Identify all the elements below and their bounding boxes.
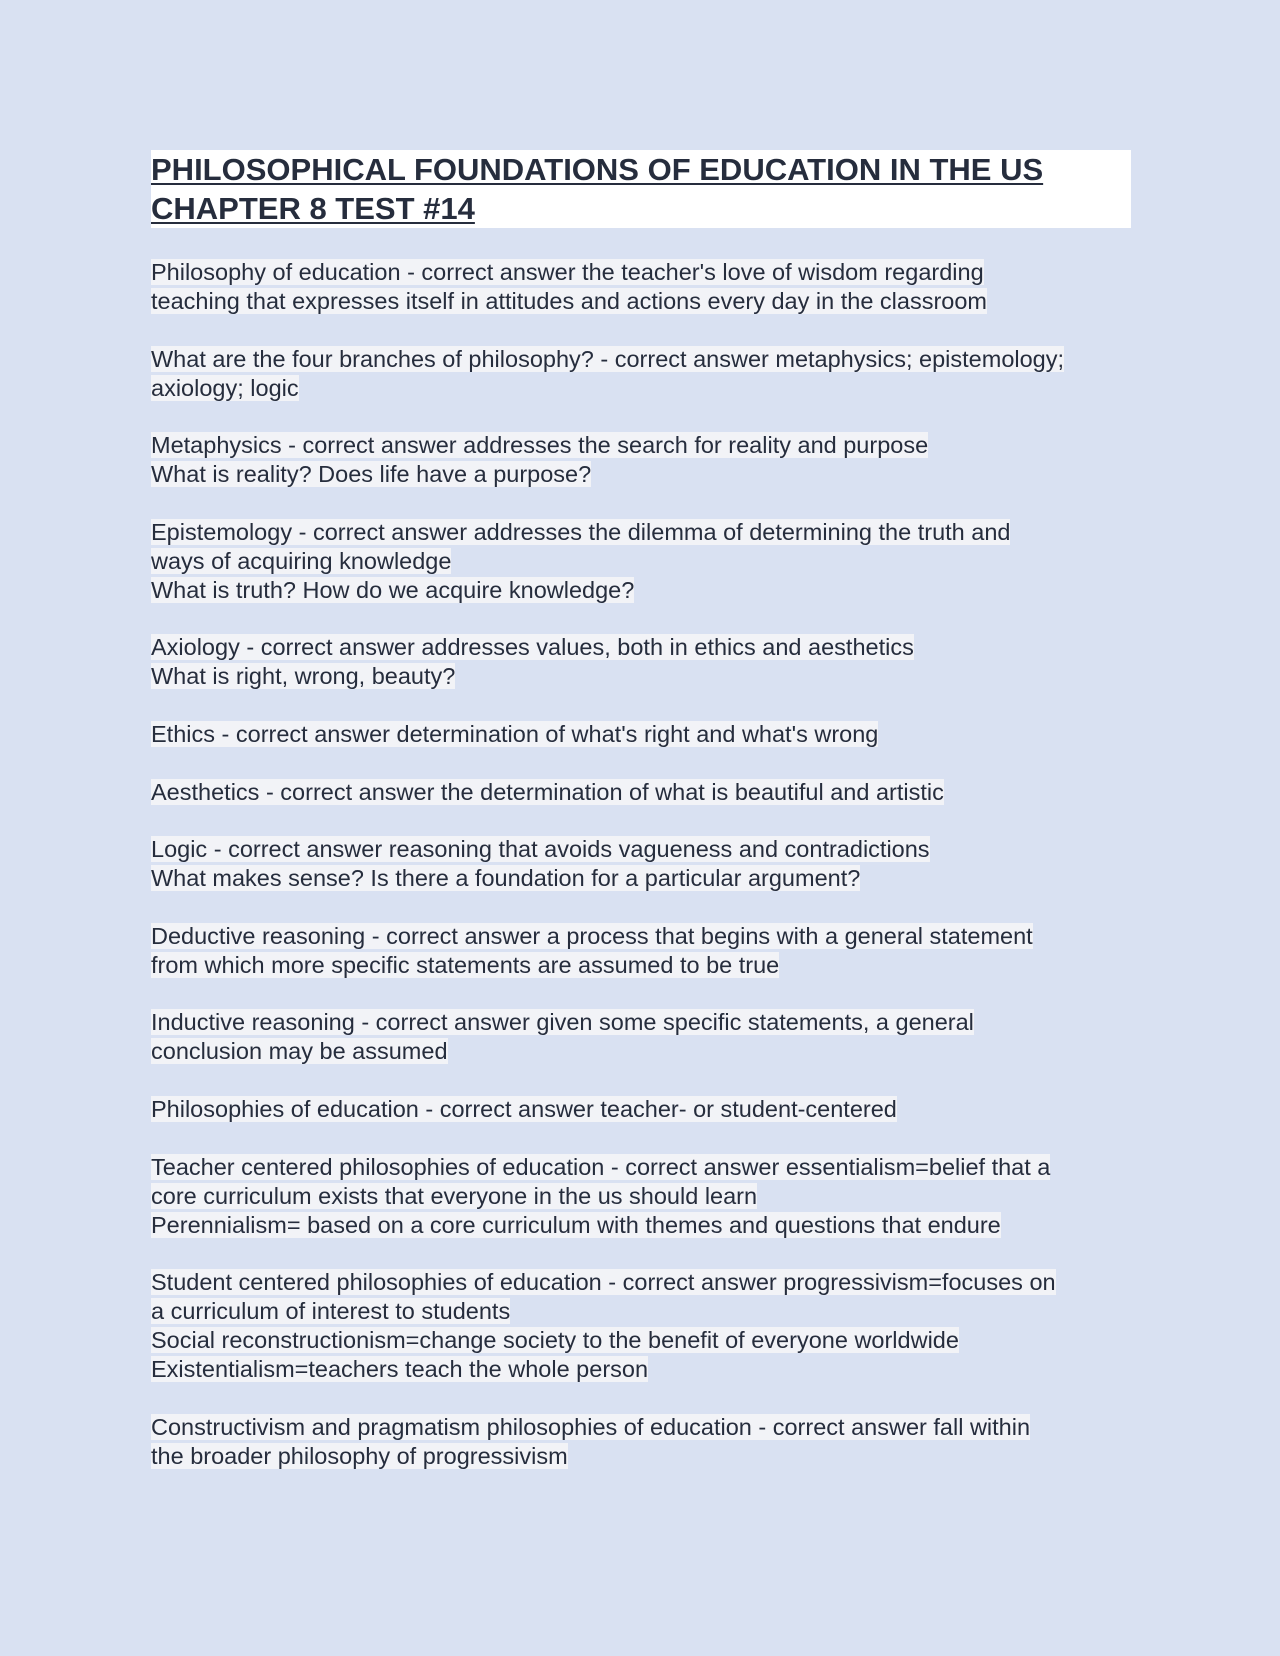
entry-student-centered xyxy=(151,1268,1131,1384)
entry-line: What are the four branches of philosophy? - correct answer metaphysics; epistemology; xyxy=(151,345,1065,372)
entry-line: Existentialism=teachers teach the whole person xyxy=(151,1356,649,1383)
entry-logic xyxy=(151,835,1131,893)
entry-line: Inductive reasoning - correct answer given some specific statements, a general xyxy=(151,1009,974,1036)
entry-line: ways of acquiring knowledge xyxy=(151,547,452,574)
entry-teacher-centered xyxy=(151,1153,1131,1240)
entry-line: Axiology - correct answer addresses values, both in ethics and aesthetics xyxy=(151,634,914,661)
entry-four-branches xyxy=(151,345,1131,403)
entry-philosophies-of-education xyxy=(151,1095,1131,1124)
entry-constructivism-pragmatism xyxy=(151,1413,1131,1471)
entry-metaphysics xyxy=(151,431,1131,489)
entry-line: What makes sense? Is there a foundation for a particular argument? xyxy=(151,865,861,892)
entry-line: Logic - correct answer reasoning that avoids vagueness and contradictions xyxy=(151,836,930,863)
entry-epistemology xyxy=(151,518,1131,605)
entry-line: What is truth? How do we acquire knowledge? xyxy=(151,576,635,603)
entry-line: Student centered philosophies of education - correct answer progressivism=focuses on xyxy=(151,1269,1056,1296)
entry-line: Social reconstructionism=change society to the benefit of everyone worldwide xyxy=(151,1327,959,1354)
entry-line: What is right, wrong, beauty? xyxy=(151,663,456,690)
title-line: PHILOSOPHICAL FOUNDATIONS OF EDUCATION IN THE US xyxy=(151,150,1131,189)
entry-line: teaching that expresses itself in attitudes and actions every day in the classroom xyxy=(151,288,988,314)
entry-line: axiology; logic xyxy=(151,374,299,401)
entry-line: Constructivism and pragmatism philosophies of education - correct answer fall within xyxy=(151,1413,1031,1440)
entry-axiology xyxy=(151,633,1131,691)
entry-deductive-reasoning xyxy=(151,922,1131,980)
entry-philosophy-of-education xyxy=(151,258,1131,316)
entry-line: Philosophies of education - correct answer teacher- or student-centered xyxy=(151,1095,897,1122)
entry-line: conclusion may be assumed xyxy=(151,1038,448,1065)
entry-line: Perennialism= based on a core curriculum with themes and questions that endure xyxy=(151,1211,1001,1238)
entry-aesthetics xyxy=(151,778,1131,807)
entry-line: Metaphysics - correct answer addresses the search for reality and purpose xyxy=(151,432,929,459)
entry-line: core curriculum exists that everyone in the us should learn xyxy=(151,1182,758,1209)
document-title xyxy=(151,150,1131,228)
entry-line: What is reality? Does life have a purpose? xyxy=(151,461,592,488)
entry-line: a curriculum of interest to students xyxy=(151,1298,511,1325)
entry-line: Ethics - correct answer determination of what's right and what's wrong xyxy=(151,720,879,747)
entry-line: Epistemology - correct answer addresses the dilemma of determining the truth and xyxy=(151,518,1011,545)
entry-inductive-reasoning xyxy=(151,1008,1131,1066)
entry-line: from which more specific statements are assumed to be true xyxy=(151,951,780,978)
entry-line: Deductive reasoning - correct answer a process that begins with a general statement xyxy=(151,922,1033,949)
entry-line: Teacher centered philosophies of education - correct answer essentialism=belief that a xyxy=(151,1153,1051,1180)
entry-line: Philosophy of education - correct answer the teacher's love of wisdom regarding xyxy=(151,259,984,285)
document-page xyxy=(151,150,1131,1499)
entry-line: the broader philosophy of progressivism xyxy=(151,1442,568,1469)
title-line: CHAPTER 8 TEST #14 xyxy=(151,189,1131,228)
entry-ethics xyxy=(151,720,1131,749)
entry-line: Aesthetics - correct answer the determination of what is beautiful and artistic xyxy=(151,778,944,805)
